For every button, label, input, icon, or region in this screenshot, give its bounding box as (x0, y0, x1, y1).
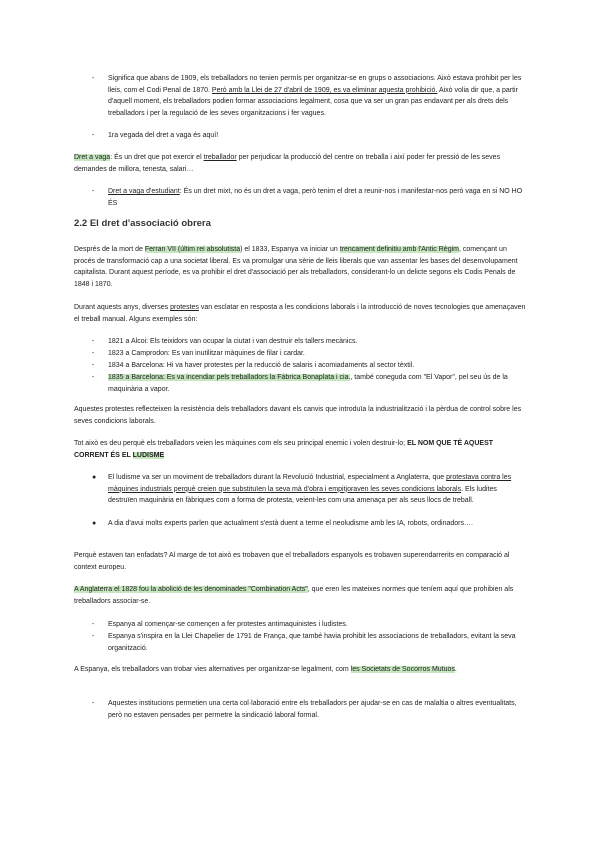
bold-text: EL NOM QUE TÉ AQUEST CORRENT ÉS EL (74, 440, 494, 459)
list-item (92, 631, 526, 654)
dash-bullet: - (92, 132, 95, 139)
text: ) el 1833, Espanya va iniciar un (240, 246, 340, 253)
paragraph (74, 438, 526, 461)
underlined-term: Dret a vaga d'estudiant (108, 188, 180, 195)
text: : És un dret que pot exercir el (110, 154, 204, 161)
text: Aquestes institucions permetien una certa col·laboració entre els treballadors per ajudar-se en cas de malaltia o altres eventualitats, però no estaven pensades per permetre la sindicació laboral formal. (108, 700, 517, 719)
paragraph (74, 244, 526, 290)
text: , que eren les mateixes normes que teníem aquí que prohibien als treballadors associar-se. (74, 586, 514, 605)
dash-bullet: - (92, 188, 95, 195)
paragraph (74, 302, 526, 325)
underlined-text: protestava contra les màquines industrials perquè creien que substituïen la seva mà d'obra i empitjoraven les seves condicions laborals (108, 474, 512, 493)
dash-bullet: - (92, 350, 95, 357)
text: 1821 a Alcoi: Els teixidors van ocupar la ciutat i van destruir els tallers mecànics. (108, 338, 358, 345)
list-item (92, 698, 526, 721)
underlined-text: protestes (170, 304, 199, 311)
list-item (92, 336, 526, 348)
paragraph (74, 584, 526, 607)
text: . Els ludites destruïen maquinària en fàbriques com a forma de protesta, veient-les com una amenaça per als seus llocs de treball. (108, 485, 497, 504)
dash-bullet: - (92, 362, 95, 369)
text: Després de la mort de (74, 246, 145, 253)
text: : És un dret mixt, no és un dret a vaga, però tenim el dret a reunir-nos i manifestar-nos però vaga en si NO HO ÉS (108, 188, 523, 207)
list-item (92, 372, 526, 395)
text: El ludisme va ser un moviment de treballadors durant la Revolució Industrial, especialment a Anglaterra, que (108, 474, 447, 481)
list-item (92, 348, 526, 360)
text: 1823 a Camprodon: Es van inutilitzar màquines de filar i cardar. (108, 350, 305, 357)
highlighted-text: Ferran VII (últim rei absolutista (144, 246, 241, 253)
list-item (92, 360, 526, 372)
highlighted-text: A Anglaterra el 1828 fou la abolició de les denominades "Combination Acts" (74, 586, 308, 593)
list-item (92, 186, 526, 209)
text: per perjudicar la producció del centre on treballa i així poder fer pressió de les seves demandes de millora, tenesta, salari… (74, 154, 501, 173)
text: A dia d'avui molts experts parlen que actualment s'està duent a terme el neoludisme amb les IA, robots, ordinadors…. (108, 520, 473, 527)
text: 1ra vegada del dret a vaga és aquí! (108, 132, 219, 139)
highlighted-term: Dret a vaga (74, 154, 111, 161)
text: 1834 a Barcelona: Hi va haver protestes per la reducció de salaris i acomiadaments al sector tèxtil. (108, 362, 415, 369)
list-item (92, 619, 526, 631)
dash-bullet: - (92, 338, 95, 345)
list-item (92, 518, 526, 530)
text: van esclatar en resposta a les condicions laborals i la introducció de noves tecnologies que amenaçaven el treball manual. Alguns exemples són: (74, 304, 526, 323)
text: Espanya s'inspira en la Llei Chapelier de 1791 de França, que també havia prohibit les associacions de treballadors, evitant la seva organització. (108, 633, 516, 652)
bullet-dot: ● (92, 520, 97, 527)
text: . (454, 666, 457, 673)
dash-bullet: - (92, 621, 95, 628)
dash-bullet: - (92, 633, 95, 640)
highlighted-text: trencament definitiu amb l'Antic Règim (339, 246, 459, 253)
section-heading: 2.2 El dret d'associació obrera (74, 218, 211, 229)
dash-bullet: - (92, 75, 95, 82)
underlined-text: treballador (203, 154, 237, 161)
text: Això volia dir que, a partir d'aquell moment, els treballadors podien formar associacions legalment, cosa que va ser un gran pas endavant per als drets dels treballadors i per la regulació de les seves organitzacions i fer vagues. (108, 86, 518, 117)
paragraph: Perquè estaven tan enfadats? Al marge de tot això es trobaven que el treballadors espanyols es trobaven superendarrerits en comparació al context europeu. (74, 552, 510, 571)
text: , començant un procés de transformació cap a una societat liberal. Es va promulgar una sèrie de lleis liberals que van assentar les bases del desenvolupament capitalista. Durant aquest període, es va prohibir el dret d'associació per als treballadors, considerant-lo un delicte segons els Codis Penals de 1848 i 1870. (74, 246, 518, 288)
dash-bullet: - (92, 374, 95, 381)
text: Significa que abans de 1909, els treballadors no tenien permís per organitzar-se en grups o associacions. Això estava prohibit per les lleis, com el Codi Penal de 1870. (108, 75, 522, 94)
text: , també coneguda com "El Vapor", pel seu ús de la maquinària a vapor. (108, 374, 508, 393)
list-item (92, 73, 526, 119)
bullet-dot: ● (92, 474, 97, 481)
text: Tot això es deu perquè els treballadors veien les màquines com els seu principal enemic i volen destruir-lo; (74, 440, 408, 447)
underlined-text: Però amb la Llei de 27 d'abril de 1909, es va eliminar aquesta prohibició. (211, 86, 438, 94)
text: Espanya al començar-se començen a fer protestes antimaquinistes i ludistes. (108, 621, 348, 628)
paragraph: Aquestes protestes reflecteixen la resistència dels treballadors davant els canvis que introduïa la industrialització i la pèrdua de control sobre les seves condicions laborals. (74, 406, 522, 425)
text: Durant aquests anys, diverses (74, 304, 171, 311)
definition-paragraph (74, 152, 526, 175)
highlighted-text: 1835 a Barcelona: Es va incendiar pels treballadors la Fàbrica Bonaplata i cia. (108, 374, 351, 381)
paragraph (74, 664, 526, 676)
highlighted-text: les Societats de Socorros Mutuos (350, 666, 455, 673)
highlighted-term: LUDISME (132, 451, 165, 459)
list-item (92, 472, 526, 507)
text: A Espanya, els treballadors van trobar vies alternatives per organitzar-se legalment, com (74, 666, 351, 673)
dash-bullet: - (92, 700, 95, 707)
list-item (92, 130, 526, 142)
